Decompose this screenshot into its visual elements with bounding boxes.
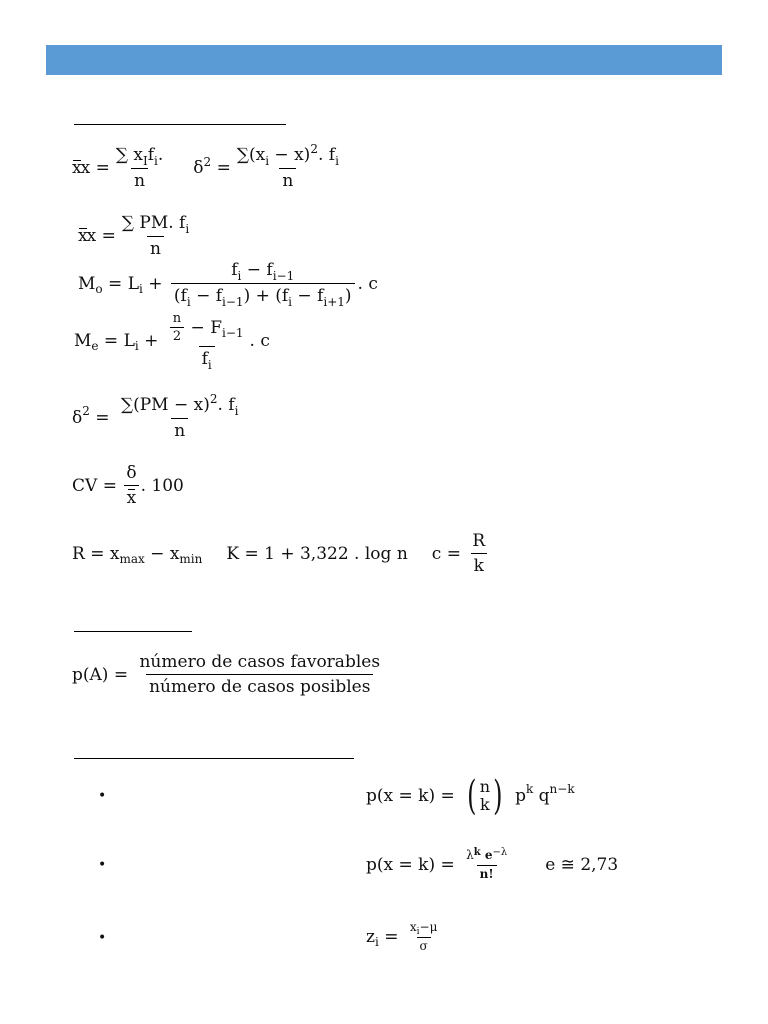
mean-denominator: n [131,168,148,192]
variance-lhs: $\delta^2$ = [193,155,231,178]
mean-lhs-eq: x = [80,158,110,178]
binomial-coefficient: ( n k ) [467,773,503,819]
formula-normal-z: z i = $\frac{x_i-\mu}{\sigma}$ [366,920,443,953]
header-banner [46,45,722,75]
median-n-over-2: $\frac{n}{2}$ [170,310,184,345]
variance-grouped-fraction: $\frac{\sum(PM - x)^2. f_i}{n}$ [120,392,239,441]
formula-variance-grouped: δ 2 = $\frac{\sum(PM - x)^2. f_i}{n}$ [72,394,244,442]
formula-mean-grouped: x x = $\frac{\sum PM. f_i}{n}$ [78,212,195,260]
normal-fraction: $\frac{x_i-\mu}{\sigma}$ [409,920,438,953]
formula-coefficient-of-variation: CV = $\frac{\delta}{x}$ . 100 [72,463,184,508]
list-bullet: • [98,788,107,804]
variance-numerator: $\sum(x_i - x)^2$. $f_i$ [236,142,339,168]
euler-constant: e ≅ 2,73 [545,854,619,875]
formula-mean-simple [72,144,345,192]
c-fraction: $\frac{R}{k}$ [472,531,486,576]
formula-range-k-c: R = x max − x min K = 1 + 3,322 . log n c = $\frac{R}{k}$ [72,530,491,577]
formula-k: K = 1 + 3,322 . log n [226,543,408,564]
mode-fraction: $\frac{f_i - f_{i-1}}{(f_i - f_{i-1}) + (f_i - f_{i+1})}$ [171,259,355,308]
mean-symbol: x [78,226,88,246]
variance-fraction [234,144,342,192]
formula-mode: M o = L i + $\frac{f_i - f_{i-1}}{(f_i - f_{i-1}) + (f_i - f_{i+1})}$ . c [78,260,378,309]
probability-fraction: $\frac{\text{número de casos favorables}}{\text{número de casos posibles}}$ [139,652,381,697]
poisson-fraction: $\frac{\lambda^k e^{-\lambda}}{n!}$ [466,847,508,881]
median-fraction: $\frac{n}{2}$ − F i−1 $f_i$ [167,310,247,371]
section-heading-rule-probability [74,631,192,632]
section-heading-rule-statistics [74,124,286,125]
mean-fraction [113,144,166,192]
list-bullet: • [98,857,107,873]
mean-grouped-fraction: $\frac{\sum PM. f_i}{n}$ [121,213,190,259]
section-heading-rule-distributions [74,758,354,759]
formula-binomial: p(x = k) = ( n k ) p k q n−k [366,773,575,819]
variance-denominator: n [279,168,296,192]
formula-median: M e = L i + $\frac{n}{2}$ − F i−1 $f_i$ . c [74,311,270,372]
formula-probability: p(A) = $\frac{\text{número de casos favorables}}{\text{número de casos posibles}}$ [72,651,386,698]
mean-numerator: ∑ $x_If_i$. [115,145,164,168]
mean-symbol: x [72,158,82,178]
formula-poisson: p(x = k) = $\frac{\lambda^k e^{-\lambda}}{n!}$ e ≅ 2,73 [366,847,619,881]
list-bullet: • [98,930,107,946]
cv-fraction: $\frac{\delta}{x}$ [123,462,139,509]
